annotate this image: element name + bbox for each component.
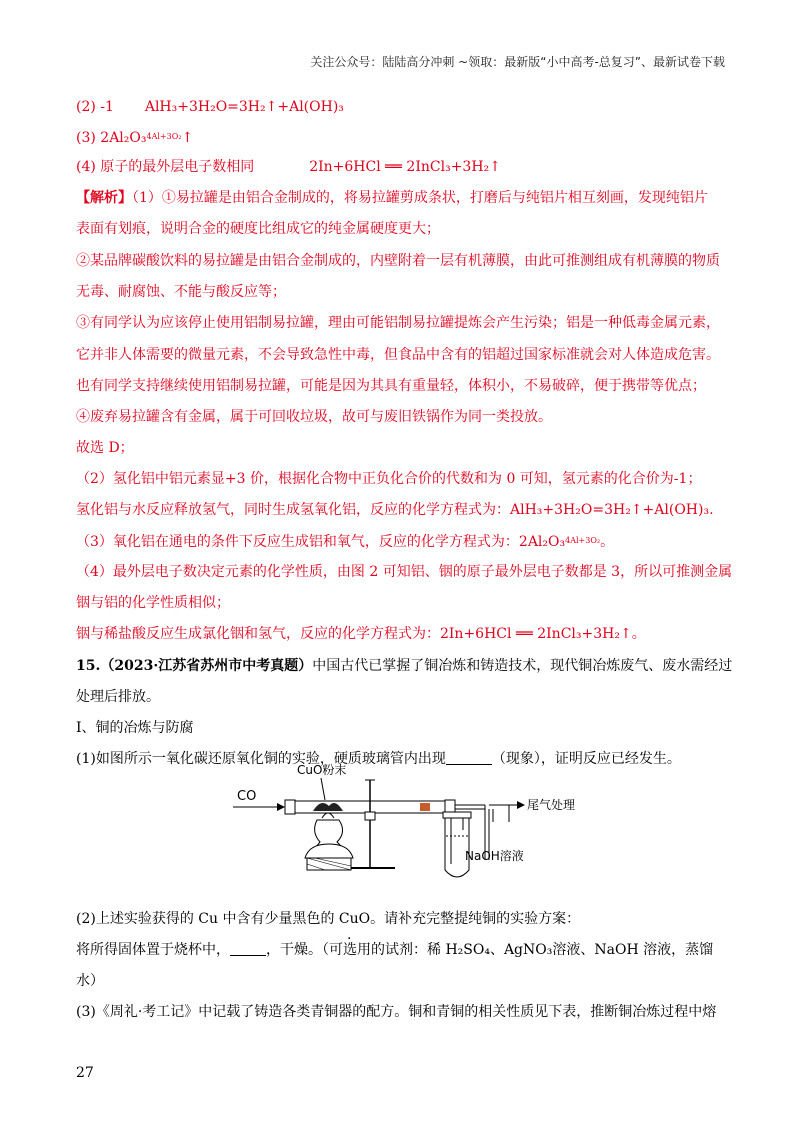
question-stem-2: 处理后排放。 — [76, 689, 160, 705]
analysis-line-10: （2）氢化铝中铝元素显+3 价，根据化合物中正负化合价的代数和为 0 可知，氢元素的化合价为-1； — [76, 471, 702, 487]
question-part-2-end: 水） — [76, 973, 104, 989]
analysis-line-1 — [76, 189, 708, 207]
question-part-2-plan — [76, 941, 713, 959]
analysis-line-6: 它并非人体需要的微量元素，不会导致急性中毒，但食品中含有的铝超过国家标准就会对人体造成危害。 — [76, 347, 720, 363]
analysis-line-3: ②某品牌碳酸饮料的易拉罐是由铝合金制成的，内壁附着一层有机薄膜，由此可推测组成有机薄膜的物质 — [76, 253, 720, 269]
analysis-end-12: 。 — [600, 534, 615, 550]
answer-4-equation: 2In+6HCl ══ 2InCl₃+3H₂↑ — [309, 159, 501, 175]
part-1-text-b: （现象），证明反应已经发生。 — [491, 751, 681, 767]
apparatus-figure — [225, 760, 585, 888]
part-2-text-3: 用的试剂：稀 H₂SO₄、AgNO₃溶液、NaOH 溶液，蒸馏 — [357, 942, 714, 958]
question-source: （2023·江苏省苏州市中考真题） — [100, 658, 313, 674]
answer-2-equation: AlH₃+3H₂O=3H₂↑+Al(OH)₃ — [144, 99, 344, 115]
analysis-line-14: 铟与铝的化学性质相似； — [76, 595, 230, 611]
answer-blank-2[interactable] — [230, 942, 266, 956]
answer-4-text: (4) 原子的最外层电子数相同 — [76, 159, 255, 175]
question-part-2: (2)上述实验获得的 Cu 中含有少量黑色的 CuO。请补充完整提纯铜的实验方案： — [76, 911, 581, 927]
answer-3-prefix: (3) 2Al₂O₃ — [76, 130, 147, 146]
question-stem-1: 中国古代已掌握了铜冶炼和铸造技术，现代铜冶炼废气、废水需经过 — [312, 658, 733, 674]
answer-2-prefix: (2) -1 — [76, 99, 114, 115]
page-header: 关注公众号：陆陆高分冲刺 ~领取：最新版“小中高考-总复习”、最新试卷下载 — [310, 55, 725, 69]
question-number: 15. — [76, 658, 101, 674]
analysis-text-12: （3）氧化铝在通电的条件下反应生成铝和氧气，反应的化学方程式为：2Al₂O₃ — [76, 534, 566, 550]
part-2-text-1: 将所得固体置于烧杯中， — [76, 942, 230, 958]
analysis-line-7: 也有同学支持继续使用铝制易拉罐，可能是因为其具有重量轻，体积小，不易破碎，便于携带等优点； — [76, 378, 706, 394]
answer-3-suffix: ↑ — [181, 130, 194, 146]
tail-gas-label: 尾气处理 — [527, 798, 576, 812]
analysis-line-2: 表面有划痕，说明合金的硬度比组成它的纯金属硬度更大； — [76, 221, 440, 237]
part-2-text-2: ，干燥。（可 — [266, 942, 343, 958]
analysis-line-15: 铟与稀盐酸反应生成氯化铟和氢气，反应的化学方程式为：2In+6HCl ══ 2InCl₃+3H₂↑。 — [76, 626, 646, 642]
analysis-line-9: 故选 D； — [76, 440, 134, 456]
answer-3-condition: 4Al+3O₂ — [146, 132, 182, 141]
answer-4 — [76, 158, 501, 176]
question-part-3: (3)《周礼·考工记》中记载了铸造各类青铜器的配方。铜和青铜的相关性质见下表，推断铜冶炼过程中熔 — [76, 1004, 717, 1020]
analysis-condition-12: 4Al+3O₂ — [565, 536, 601, 545]
analysis-tag: 【解析】 — [76, 190, 132, 206]
naoh-label: NaOH溶液 — [465, 849, 524, 863]
analysis-text-1: （1）①易拉罐是由铝合金制成的，将易拉罐剪成条状，打磨后与纯铝片相互刻画，发现纯铝片 — [132, 190, 708, 206]
co-label: CO — [237, 789, 257, 804]
answer-2 — [76, 98, 344, 116]
part-1-text-a: (1)如图所示一氧化碳还原氧化铜的实验，硬质玻璃管内出现 — [76, 751, 446, 767]
cuo-label: CuO粉末 — [297, 763, 347, 777]
analysis-line-4: 无毒、耐腐蚀、不能与酸反应等； — [76, 284, 286, 300]
analysis-line-13: （4）最外层电子数决定元素的化学性质，由图 2 可知铝、铟的原子最外层电子数都是 3，所以可推测金属 — [76, 564, 733, 580]
question-15-stem — [76, 657, 732, 675]
analysis-line-5: ③有同学认为应该停止使用铝制易拉罐，理由可能铝制易拉罐提炼会产生污染；铝是一种低毒金属元素， — [76, 315, 720, 331]
emphasis-char: 选 — [343, 942, 357, 958]
analysis-line-8: ④废弃易拉罐含有金属，属于可回收垃圾，故可与废旧铁锅作为同一类投放。 — [76, 409, 552, 425]
analysis-line-11: 氢化铝与水反应释放氢气，同时生成氢氧化铝，反应的化学方程式为：AlH₃+3H₂O=3H₂↑+Al(OH)₃. — [76, 502, 714, 518]
section-heading: Ⅰ、铜的冶炼与防腐 — [76, 720, 194, 736]
analysis-line-12 — [76, 532, 614, 551]
answer-3 — [76, 128, 193, 147]
page-number: 27 — [76, 1065, 94, 1081]
